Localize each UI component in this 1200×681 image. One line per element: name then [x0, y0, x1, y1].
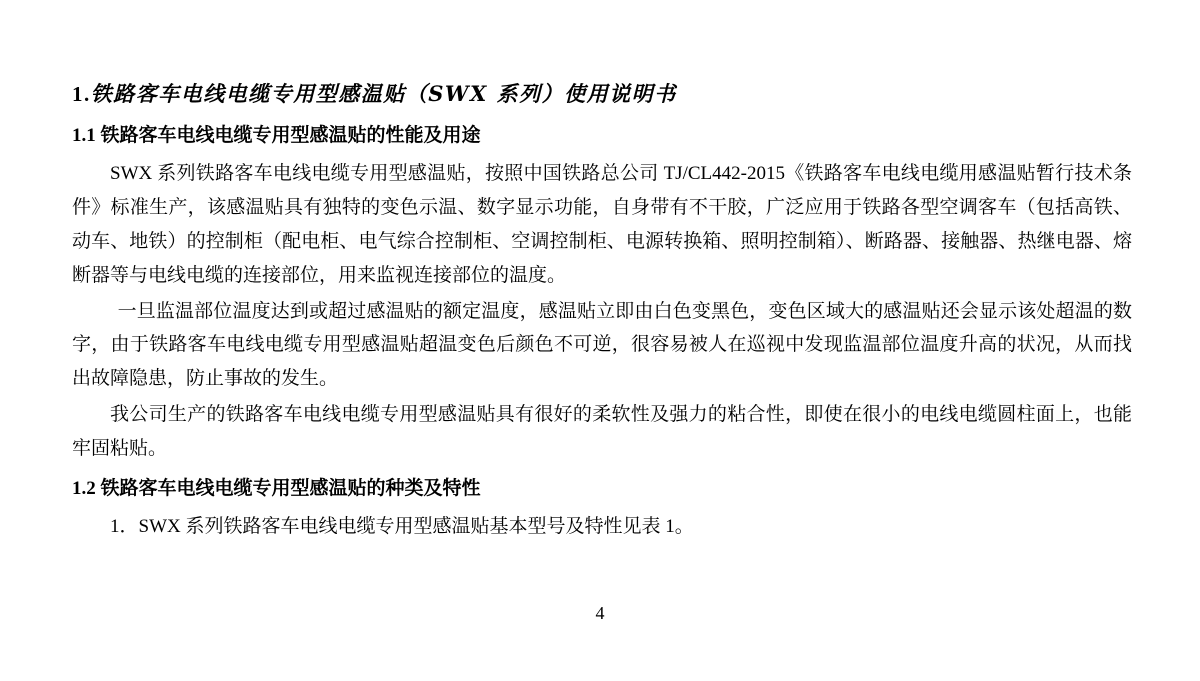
document-title [72, 78, 1132, 111]
paragraph-1-1-3: 我公司生产的铁路客车电线电缆专用型感温贴具有很好的柔软性及强力的粘合性，即使在很小的电线电缆圆柱面上，也能牢固粘贴。 [72, 403, 1132, 459]
page-content [72, 78, 1132, 544]
section-number-1-2: 1.2 [72, 477, 96, 499]
list-item-table-reference: 1．SWX 系列铁路客车电线电缆专用型感温贴基本型号及特性见表 1。 [110, 516, 694, 538]
section-title-1-2: 铁路客车电线电缆专用型感温贴的种类及特性 [100, 477, 481, 499]
section-heading-1-1 [72, 121, 1132, 152]
document-title-number: 1. [72, 82, 91, 106]
page-number: 4 [595, 603, 605, 623]
paragraph-1-1-2: 一旦监温部位温度达到或超过感温贴的额定温度，感温贴立即由白色变黑色，变色区域大的感温贴还会显示该处超温的数字，由于铁路客车电线电缆专用型感温贴超温变色后颜色不可逆，很容易被人在巡视中发现监温部位温度升高的状况，从而找出故障隐患，防止事故的发生。 [72, 300, 1132, 390]
document-title-text: 铁路客车电线电缆专用型感温贴（SWX 系列）使用说明书 [90, 81, 677, 106]
paragraph-1-1-1: SWX 系列铁路客车电线电缆专用型感温贴，按照中国铁路总公司 TJ/CL442-2015《铁路客车电线电缆用感温贴暂行技术条件》标准生产，该感温贴具有独特的变色示温、数字显示功能，自身带有不干胶，广泛应用于铁路各型空调客车（包括高铁、动车、地铁）的控制柜（配电柜、电气综合控制柜、空调控制柜、电源转换箱、照明控制箱）、断路器、接触器、热继电器、熔断器等与电线电缆的连接部位，用来监视连接部位的温度。 [72, 163, 1132, 286]
section-title-1-1: 铁路客车电线电缆专用型感温贴的性能及用途 [100, 124, 481, 146]
section-heading-1-2 [72, 474, 1132, 505]
section-number-1-1: 1.1 [72, 124, 96, 146]
